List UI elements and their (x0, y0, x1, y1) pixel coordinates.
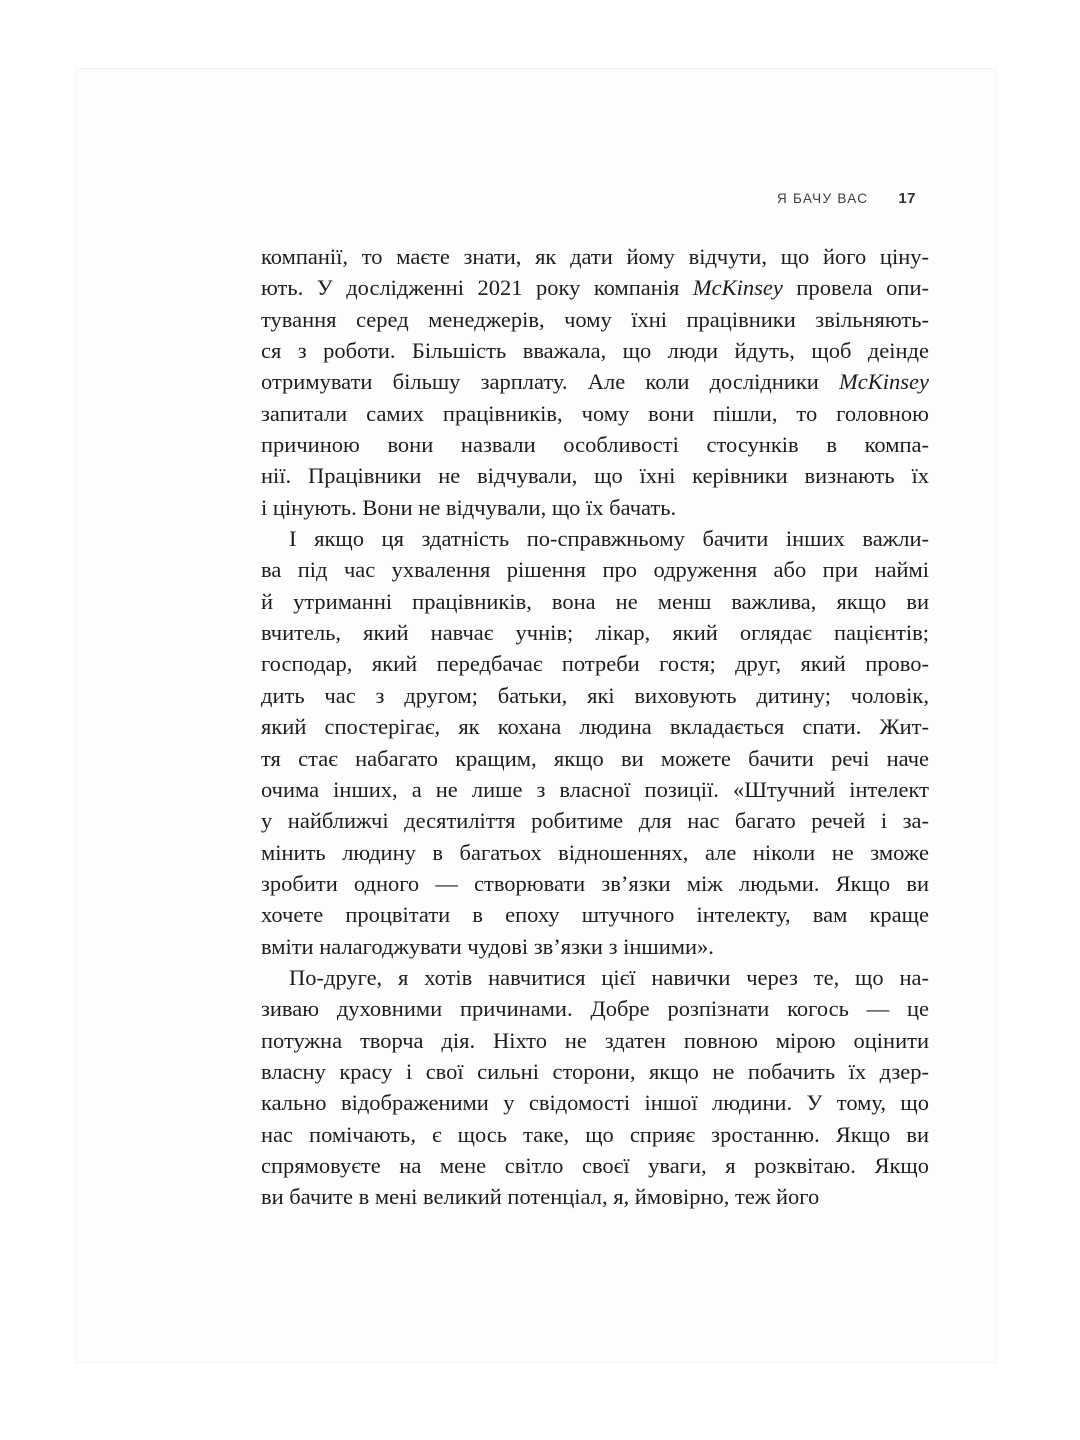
text-line (261, 1119, 929, 1150)
text-segment: отримувати більшу зарплату. Але коли дослідники (261, 369, 840, 395)
text-segment: власну красу і свої сильні сторони, якщо не побачить їх дзер- (261, 1058, 929, 1084)
text-line (261, 272, 929, 303)
text-line (261, 837, 929, 868)
text-line (261, 962, 929, 993)
text-segment: який спостерігає, як кохана людина вкладається спати. Жит- (261, 714, 929, 740)
text-line (261, 398, 929, 429)
text-line (261, 1056, 929, 1087)
text-line (261, 492, 929, 523)
text-segment: очима інших, а не лише з власної позиції. «Штучний інтелект (261, 776, 929, 802)
book-page (75, 68, 997, 1363)
text-segment: нії. Працівники не відчували, що їхні керівники визнають їх (261, 463, 929, 489)
text-line (261, 711, 929, 742)
text-segment: нас помічають, є щось таке, що сприяє зростанню. Якщо ви (261, 1121, 929, 1147)
text-line (261, 805, 929, 836)
text-segment: господар, який передбачає потреби гостя; друг, який прово- (261, 651, 929, 677)
italic-text-segment: McKinsey (839, 369, 929, 395)
text-line (261, 1181, 929, 1212)
text-segment: причиною вони назвали особливості стосунків в компа- (261, 432, 929, 458)
text-segment: дить час з другом; батьки, які виховують дитину; чоловік, (261, 682, 929, 708)
text-line (261, 586, 929, 617)
text-line (261, 774, 929, 805)
text-line (261, 743, 929, 774)
page-number: 17 (898, 190, 916, 207)
text-segment: запитали самих працівників, чому вони пішли, то головною (261, 400, 929, 426)
text-line (261, 366, 929, 397)
italic-text-segment: McKinsey (692, 275, 783, 301)
text-line (261, 868, 929, 899)
text-line (261, 648, 929, 679)
text-segment: зробити одного — створювати зв’язки між людьми. Якщо ви (261, 870, 929, 896)
text-segment: вміти налагоджувати чудові зв’язки з іншими». (261, 933, 714, 959)
text-line (261, 1025, 929, 1056)
text-segment: тя стає набагато кращим, якщо ви можете бачити речі наче (261, 745, 929, 771)
text-line (261, 617, 929, 648)
body-text (261, 241, 929, 1213)
text-line (261, 523, 929, 554)
text-segment: кально відображеними у свідомості іншої людини. У тому, що (261, 1090, 929, 1116)
running-title: Я БАЧУ ВАС (776, 191, 869, 206)
text-line (261, 335, 929, 366)
text-line (261, 429, 929, 460)
text-line (261, 554, 929, 585)
text-line (261, 304, 929, 335)
text-segment: компанії, то маєте знати, як дати йому відчути, що його ціну- (261, 244, 929, 269)
text-line (261, 899, 929, 930)
text-segment: хочете процвітати в епоху штучного інтелекту, вам краще (261, 902, 929, 928)
text-block (261, 191, 929, 1213)
text-line (261, 1087, 929, 1118)
text-segment: ся з роботи. Більшість вважала, що люди йдуть, щоб деінде (261, 338, 929, 364)
text-line (261, 241, 929, 272)
text-segment: у найближчі десятиліття робитиме для нас багато речей і за- (261, 808, 929, 834)
text-segment: провела опи- (782, 275, 929, 301)
text-segment: й утриманні працівників, вона не менш важлива, якщо ви (261, 588, 929, 614)
text-line (261, 680, 929, 711)
text-segment: ють. У дослідженні 2021 року компанія (261, 275, 693, 301)
text-segment: спрямовуєте на мене світло своєї уваги, я розквітаю. Якщо (261, 1152, 929, 1178)
text-segment: ва під час ухвалення рішення про одруження або при наймі (261, 557, 929, 583)
text-segment: потужна творча дія. Ніхто не здатен повною мірою оцінити (261, 1027, 929, 1053)
page-header (261, 191, 929, 207)
text-line (261, 993, 929, 1024)
text-line (261, 460, 929, 491)
text-segment: По-друге, я хотів навчитися цієї навички через те, що на- (289, 964, 929, 990)
text-segment: мінить людину в багатьох відношеннях, але ніколи не зможе (261, 839, 929, 865)
text-segment: ви бачите в мені великий потенціал, я, ймовірно, теж його (261, 1184, 820, 1210)
text-segment: зиваю духовними причинами. Добре розпізнати когось — це (261, 996, 929, 1022)
text-segment: вчитель, який навчає учнів; лікар, який оглядає пацієнтів; (261, 620, 929, 646)
text-line (261, 1150, 929, 1181)
text-segment: тування серед менеджерів, чому їхні працівники звільняють- (261, 306, 929, 332)
text-segment: І якщо ця здатність по-справжньому бачити інших важли- (289, 526, 929, 552)
text-line (261, 931, 929, 962)
text-segment: і цінують. Вони не відчували, що їх бачать. (261, 494, 677, 520)
